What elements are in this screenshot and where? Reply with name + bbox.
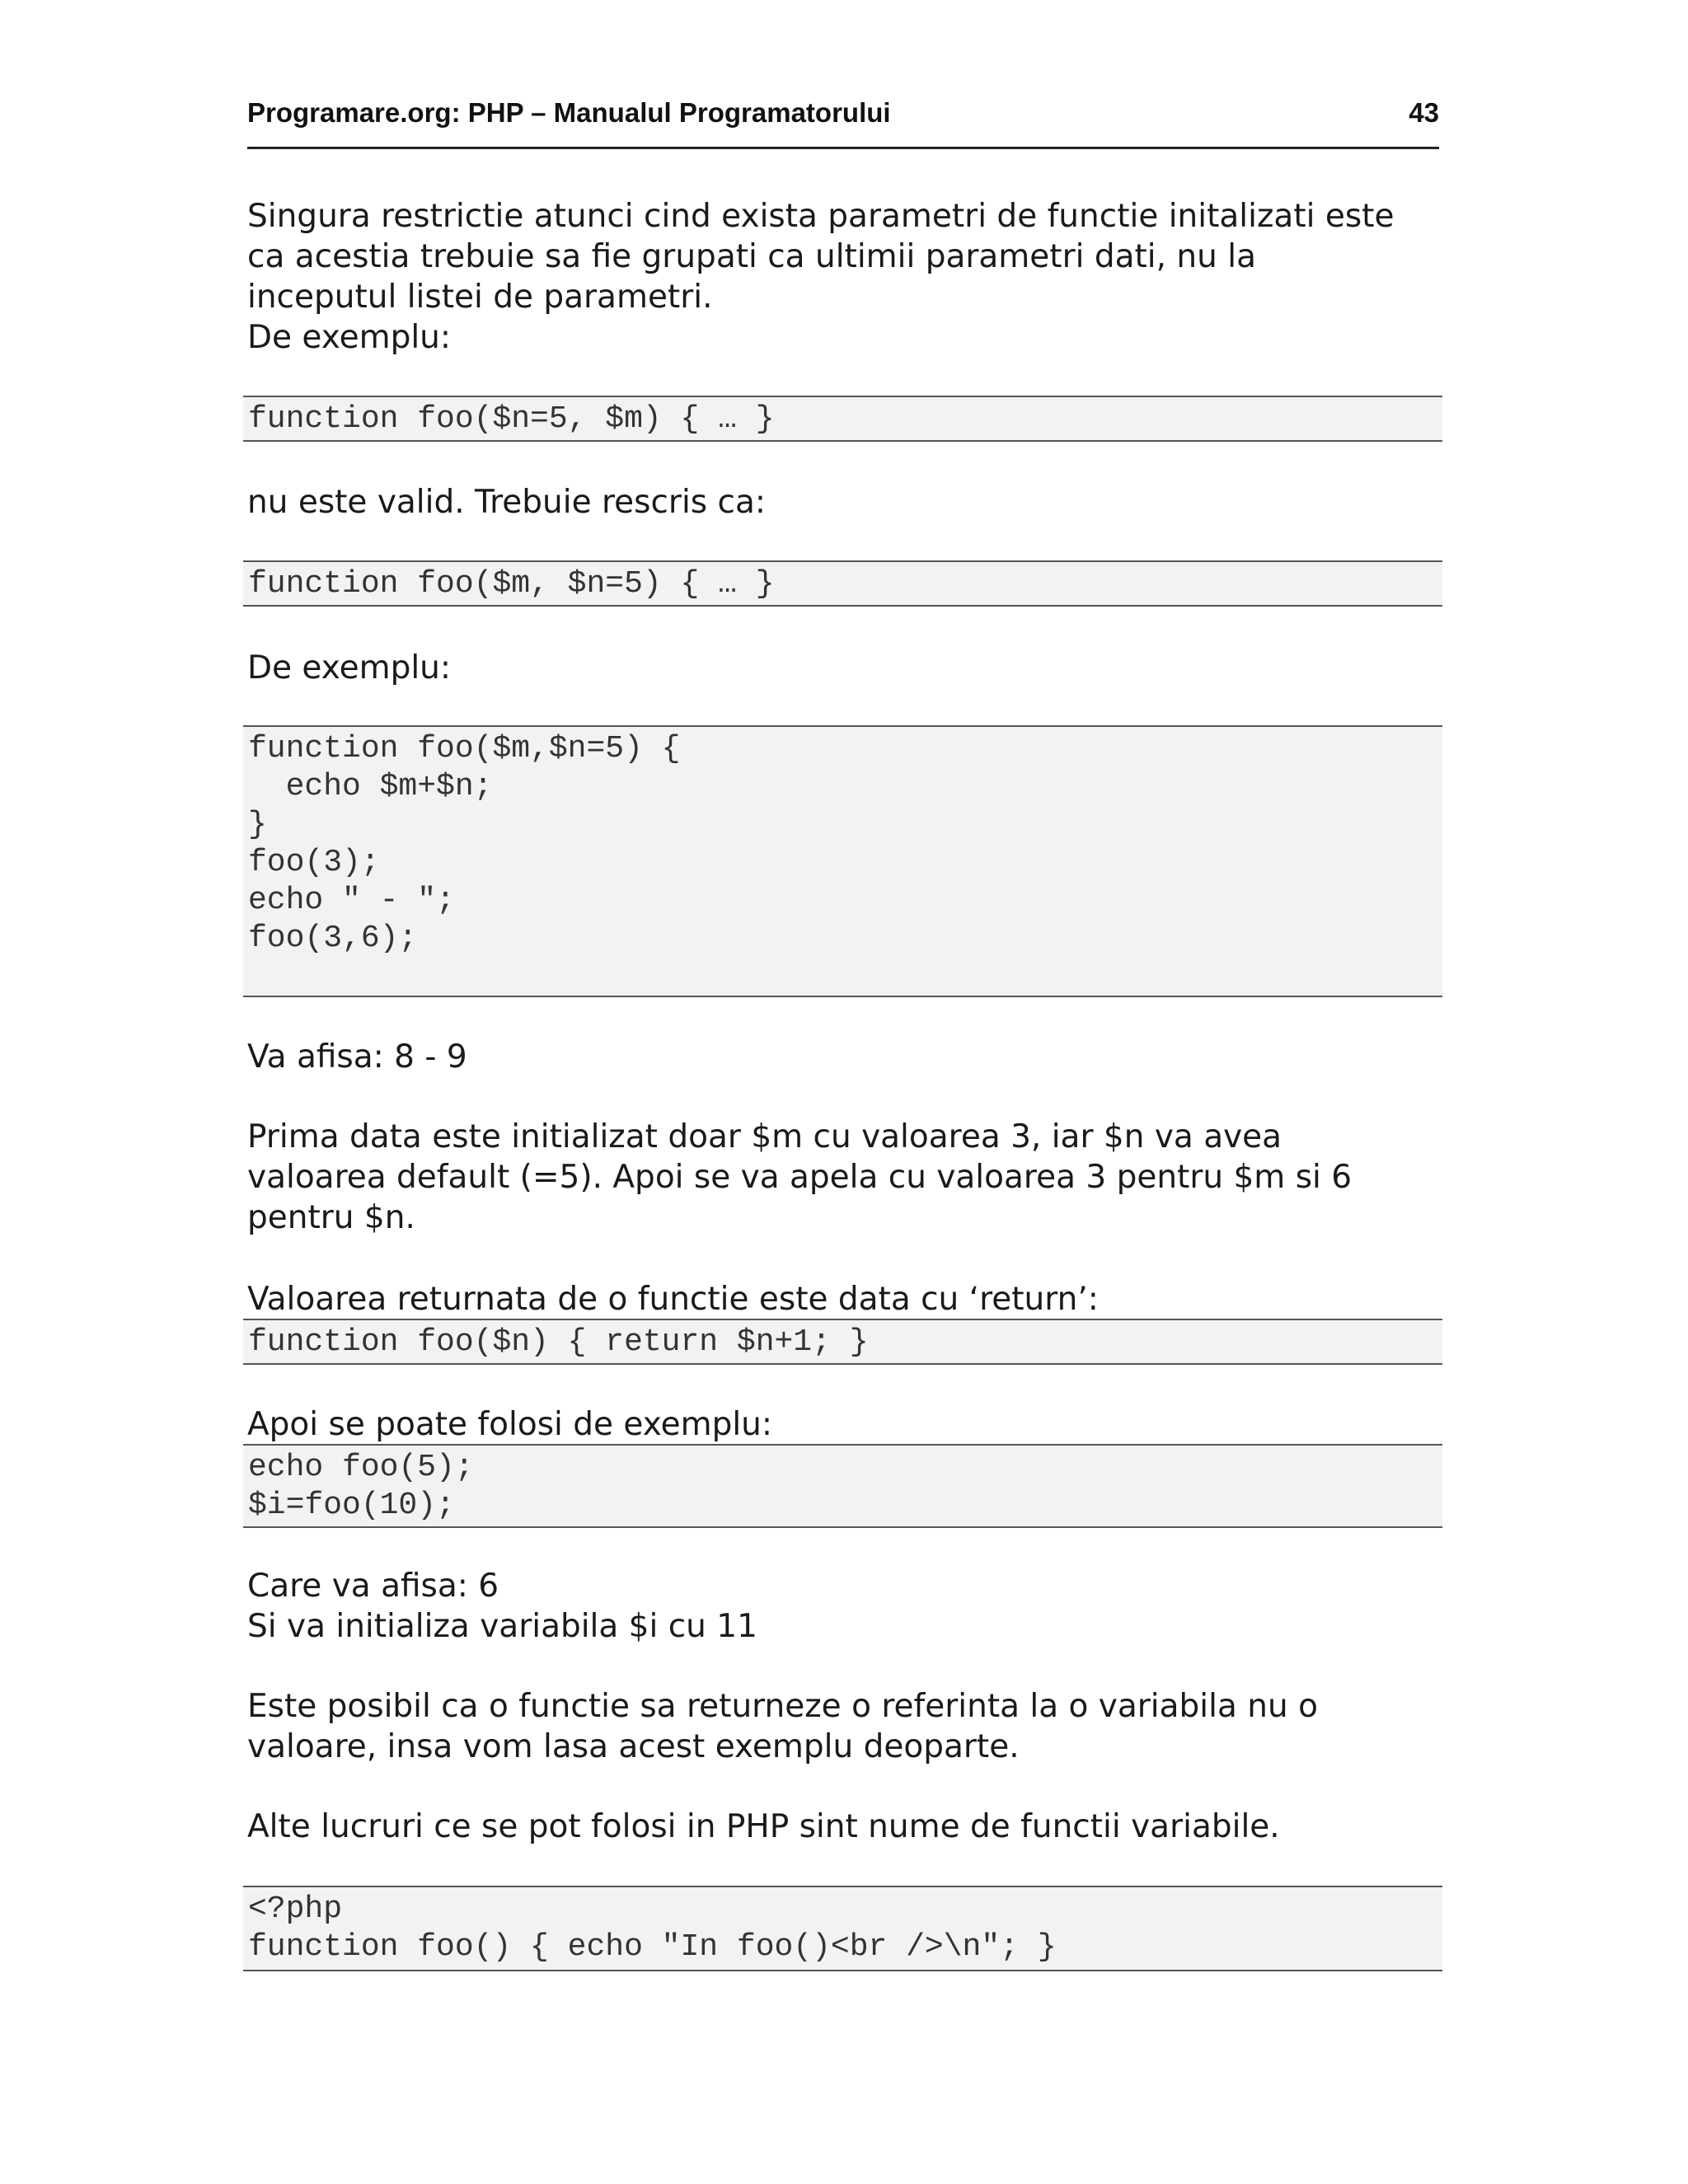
- text-line: pentru $n.: [247, 1199, 415, 1236]
- code-block-return: [243, 1319, 1442, 1365]
- code-line: foo(3);: [248, 845, 380, 880]
- paragraph-return: [247, 1279, 1442, 1319]
- code-block-foo-example: [243, 725, 1442, 997]
- text-line: Si va initializa variabila $i cu 11: [247, 1608, 757, 1645]
- paragraph-restriction: [247, 196, 1442, 358]
- page-number: 43: [1409, 97, 1439, 128]
- paragraph-variable-functions: [247, 1807, 1442, 1847]
- code-line: echo foo(5);: [248, 1450, 474, 1485]
- text-line: Apoi se poate folosi de exemplu:: [247, 1406, 773, 1443]
- text-line: nu este valid. Trebuie rescris ca:: [247, 484, 766, 521]
- page-header: [247, 96, 1439, 149]
- code-line: $i=foo(10);: [248, 1488, 455, 1523]
- code-line: function foo($m, $n=5) { … }: [248, 566, 775, 602]
- code-line: echo $m+$n;: [248, 769, 493, 804]
- text-line: Care va afisa: 6: [247, 1568, 499, 1605]
- text-line: Prima data este initializat doar $m cu valoarea 3, iar $n va avea: [247, 1118, 1282, 1155]
- code-line: function foo($n=5, $m) { … }: [248, 401, 775, 437]
- paragraph-output: [247, 1037, 1442, 1077]
- paragraph-reference: [247, 1686, 1442, 1767]
- code-line: function foo() { echo "In foo()<br />\n"; }: [248, 1929, 1057, 1965]
- text-line: Alte lucruri ce se pot folosi in PHP sint nume de functii variabile.: [247, 1808, 1280, 1845]
- text-line: Singura restrictie atunci cind exista parametri de functie initalizati este: [247, 198, 1395, 235]
- text-line: Este posibil ca o functie sa returneze o referinta la o variabila nu o: [247, 1688, 1318, 1725]
- code-block-variable-functions: [243, 1886, 1442, 1971]
- code-block-invalid-example: [243, 396, 1442, 442]
- paragraph-example-label: [247, 648, 1442, 688]
- code-line: foo(3,6);: [248, 921, 418, 956]
- code-block-usage: [243, 1444, 1442, 1528]
- text-line: Va afisa: 8 - 9: [247, 1038, 467, 1076]
- text-line: Valoarea returnata de o functie este data cu ‘return’:: [247, 1281, 1099, 1318]
- text-line: De exemplu:: [247, 319, 452, 356]
- text-line: valoare, insa vom lasa acest exemplu deoparte.: [247, 1728, 1020, 1765]
- text-line: De exemplu:: [247, 649, 452, 687]
- paragraph-not-valid: [247, 482, 1442, 523]
- code-line: <?php: [248, 1891, 343, 1927]
- paragraph-result: [247, 1566, 1442, 1647]
- paragraph-explanation: [247, 1117, 1442, 1238]
- code-line: function foo($n) { return $n+1; }: [248, 1324, 869, 1360]
- code-line: function foo($m,$n=5) {: [248, 731, 681, 766]
- paragraph-usage: [247, 1404, 1442, 1445]
- text-line: ca acestia trebuie sa fie grupati ca ultimii parametri dati, nu la: [247, 238, 1256, 275]
- text-line: inceputul listei de parametri.: [247, 279, 713, 316]
- code-line: }: [248, 807, 267, 842]
- running-title: Programare.org: PHP – Manualul Programatorului: [247, 97, 891, 128]
- text-line: valoarea default (=5). Apoi se va apela cu valoarea 3 pentru $m si 6: [247, 1159, 1353, 1196]
- code-block-valid-example: [243, 560, 1442, 607]
- code-line: echo " - ";: [248, 883, 455, 918]
